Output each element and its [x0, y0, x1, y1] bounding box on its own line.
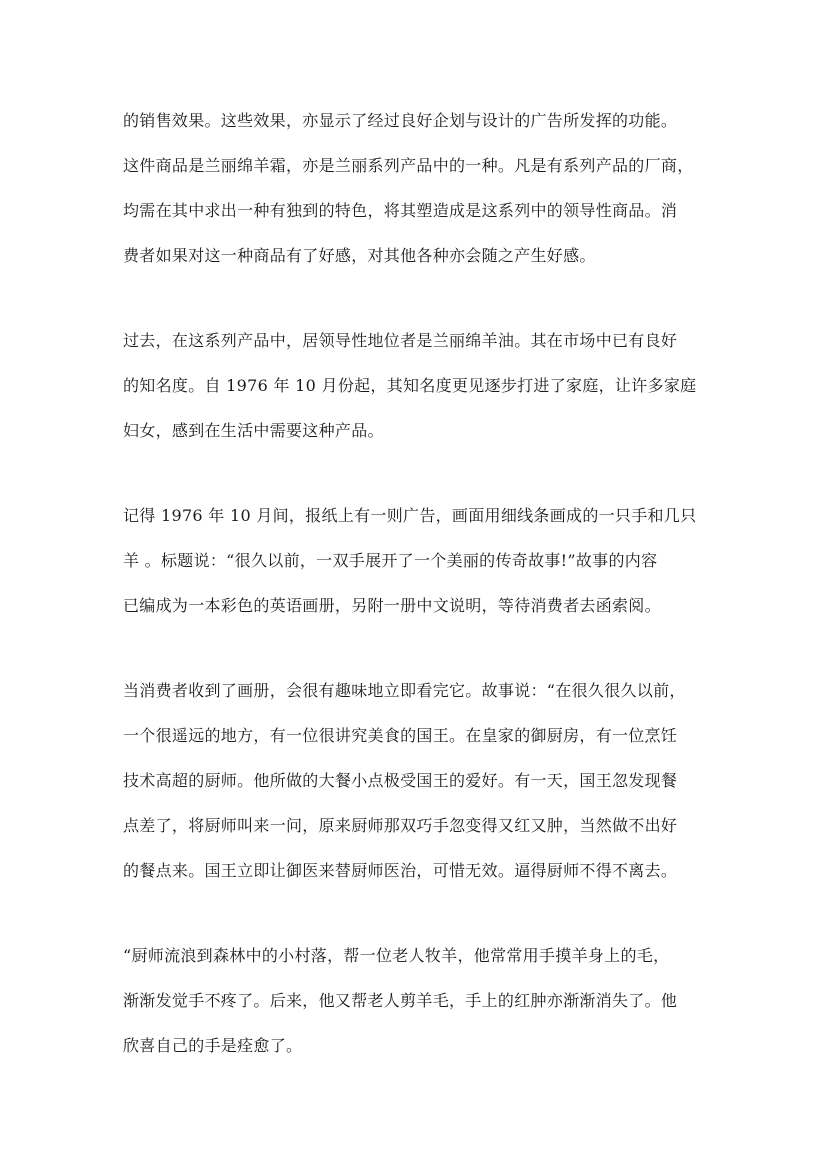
text-line: 的知名度。自 1976 年 10 月份起，其知名度更见逐步打进了家庭，让许多家庭 — [123, 376, 697, 395]
text-line: 点差了，将厨师叫来一问，原来厨师那双巧手忽变得又红又肿，当然做不出好 — [123, 816, 678, 835]
text-line: 羊 。标题说：“很久以前，一双手展开了一个美丽的传奇故事!”故事的内容 — [123, 551, 658, 570]
text-line: “厨师流浪到森林中的小村落，帮一位老人牧羊，他常常用手摸羊身上的毛， — [123, 946, 670, 965]
text-line: 均需在其中求出一种有独到的特色，将其塑造成是这系列中的领导性商品。消 — [123, 201, 678, 220]
text-line: 已编成为一本彩色的英语画册，另附一册中文说明，等待消费者去函索阅。 — [123, 596, 661, 615]
text-line: 欣喜自己的手是痊愈了。 — [123, 1036, 303, 1055]
text-line: 这件商品是兰丽绵羊霜，亦是兰丽系列产品中的一种。凡是有系列产品的厂商， — [123, 156, 694, 175]
text-line: 技术高超的厨师。他所做的大餐小点极受国王的爱好。有一天，国王忽发现餐 — [123, 771, 678, 790]
text-line: 妇女，感到在生活中需要这种产品。 — [123, 421, 384, 440]
text-line: 一个很遥远的地方，有一位很讲究美食的国王。在皇家的御厨房，有一位烹饪 — [123, 726, 678, 745]
text-line: 的销售效果。这些效果，亦显示了经过良好企划与设计的广告所发挥的功能。 — [123, 111, 678, 130]
text-line: 费者如果对这一种商品有了好感，对其他各种亦会随之产生好感。 — [123, 246, 596, 265]
text-line: 过去，在这系列产品中，居领导性地位者是兰丽绵羊油。其在市场中已有良好 — [123, 331, 678, 350]
text-line: 渐渐发觉手不疼了。后来，他又帮老人剪羊毛，手上的红肿亦渐渐消失了。他 — [123, 991, 678, 1010]
text-line: 记得 1976 年 10 月间，报纸上有一则广告，画面用细线条画成的一只手和几只 — [123, 506, 697, 525]
text-line: 当消费者收到了画册，会很有趣味地立即看完它。故事说：“在很久很久以前， — [123, 681, 686, 700]
text-line: 的餐点来。国王立即让御医来替厨师医治，可惜无效。逼得厨师不得不离去。 — [123, 861, 678, 880]
